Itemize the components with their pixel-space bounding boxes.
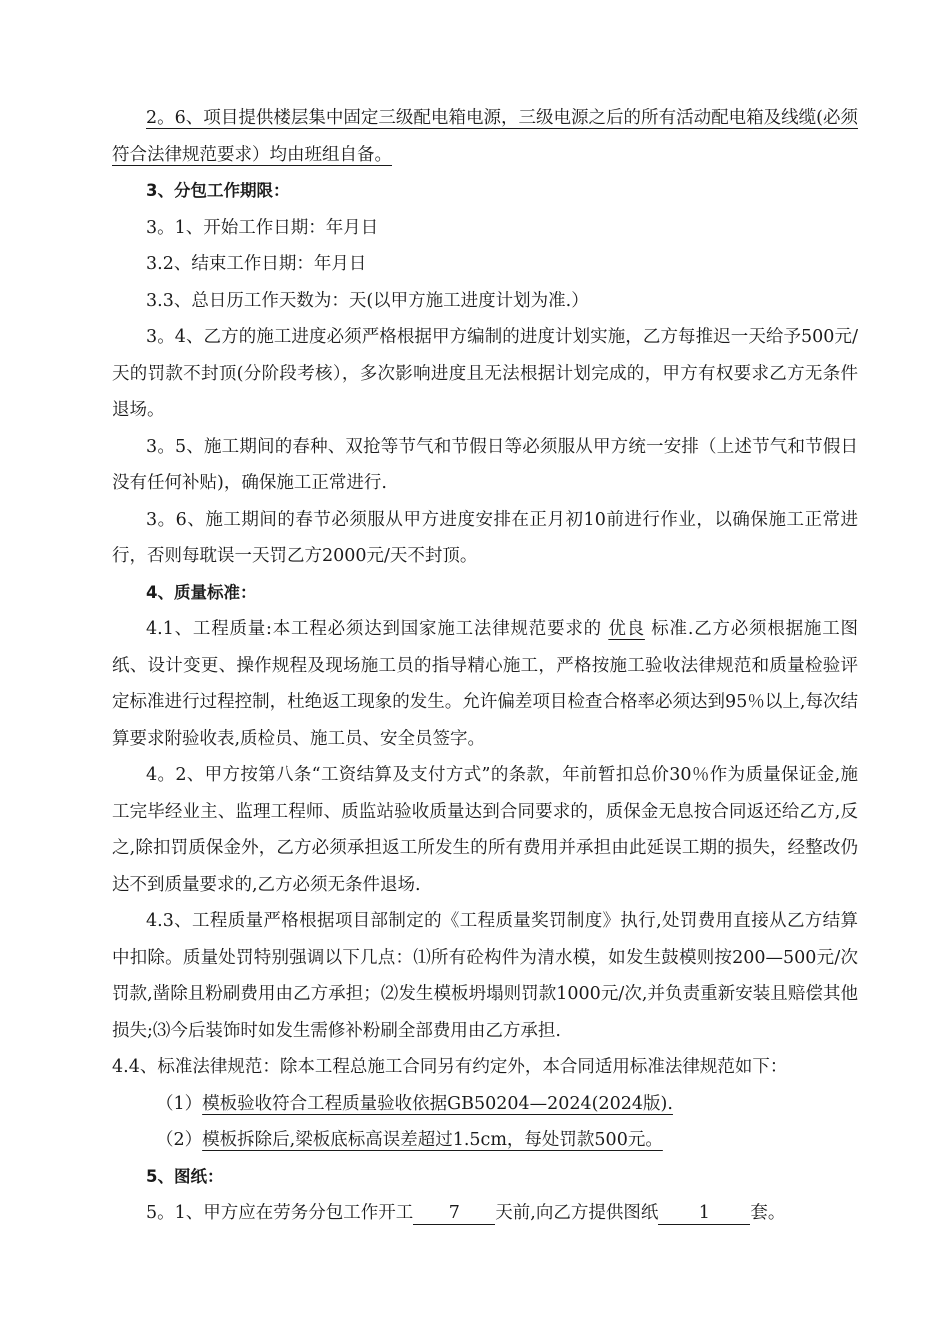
section-5-heading: 5、图纸： bbox=[146, 1166, 224, 1186]
clause-5-1 bbox=[112, 1195, 858, 1232]
clause-4-1-lead: 4.1、工程质量:本工程必须达到国家施工法律规范要求的 bbox=[146, 619, 602, 639]
clause-4-1 bbox=[112, 611, 858, 757]
clause-4-4: 4.4、标准法律规范：除本工程总施工合同另有约定外，本合同适用标准法律规范如下： bbox=[112, 1057, 788, 1077]
clause-4-1-rest: 标准.乙方必须根据施工图纸、设计变更、操作规程及现场施工员的指导精心施工，严格按施工验收法律规范和质量检验评定标准进行过程控制，杜绝返工现象的发生。允许偏差项目检查合格率必须达到95％以上,每次结算要求附验收表,质检员、施工员、安全员签字。 bbox=[112, 619, 858, 749]
clause-4-2: 4。2、甲方按第八条“工资结算及支付方式”的条款，年前暂扣总价30％作为质量保证金,施工完毕经业主、监理工程师、质监站验收质量达到合同要求的，质保金无息按合同返还给乙方,反之,除扣罚质保金外，乙方必须承担返工所发生的所有费用并承担由此延误工期的损失，经整改仍达不到质量要求的,乙方必须无条件退场. bbox=[112, 765, 858, 895]
item-1-number: （1） bbox=[156, 1093, 203, 1114]
clause-4-4-item-1 bbox=[112, 1086, 858, 1123]
item-1-text: 模板验收符合工程质量验收依据GB50204—2024(2024版). bbox=[202, 1093, 673, 1114]
clause-4-3: 4.3、工程质量严格根据项目部制定的《工程质量奖罚制度》执行,处罚费用直接从乙方结算中扣除。质量处罚特别强调以下几点：⑴所有砼构件为清水模，如发生鼓模则按200—500元/次罚款,凿除且粉刷费用由乙方承担；⑵发生模板坍塌则罚款1000元/次,并负责重新安装且赔偿其他损失;⑶今后装饰时如发生需修补粉刷全部费用由乙方承担. bbox=[112, 911, 858, 1041]
quality-grade: 优良 bbox=[608, 619, 645, 639]
clause-2-6 bbox=[112, 100, 858, 173]
clause-5-1-end: 套。 bbox=[750, 1203, 786, 1223]
item-2-text: 模板拆除后,梁板底标高误差超过1.5cm，每处罚款500元。 bbox=[202, 1130, 663, 1150]
clause-4-4-item-2 bbox=[112, 1122, 858, 1159]
days-blank: 7 bbox=[413, 1202, 495, 1225]
sets-blank: 1 bbox=[658, 1202, 750, 1225]
clause-3-4: 3。4、乙方的施工进度必须严格根据甲方编制的进度计划实施，乙方每推迟一天给予500元/天的罚款不封顶(分阶段考核），多次影响进度且无法根据计划完成的，甲方有权要求乙方无条件退场。 bbox=[112, 327, 858, 420]
clause-5-1-mid: 天前,向乙方提供图纸 bbox=[495, 1203, 659, 1223]
section-4-heading: 4、质量标准： bbox=[146, 582, 257, 602]
clause-3-5: 3。5、施工期间的春种、双抢等节气和节假日等必须服从甲方统一安排（上述节气和节假日没有任何补贴)，确保施工正常进行. bbox=[112, 436, 858, 493]
clause-3-1: 3。1、开始工作日期：年月日 bbox=[146, 217, 379, 238]
clause-2-6-text: 2。6、项目提供楼层集中固定三级配电箱电源，三级电源之后的所有活动配电箱及线缆(必须符合法律规范要求）均由班组自备。 bbox=[112, 108, 858, 165]
clause-3-3: 3.3、总日历工作天数为：天(以甲方施工进度计划为准.） bbox=[146, 290, 589, 311]
clause-3-6: 3。6、施工期间的春节必须服从甲方进度安排在正月初10前进行作业，以确保施工正常进行，否则每耽误一天罚乙方2000元/天不封顶。 bbox=[112, 509, 858, 566]
clause-5-1-lead: 5。1、甲方应在劳务分包工作开工 bbox=[146, 1203, 414, 1223]
item-2-number: （2） bbox=[156, 1130, 203, 1150]
contract-page bbox=[112, 100, 858, 1232]
clause-3-2: 3.2、结束工作日期：年月日 bbox=[146, 254, 367, 274]
section-3-heading: 3、分包工作期限： bbox=[146, 181, 290, 200]
